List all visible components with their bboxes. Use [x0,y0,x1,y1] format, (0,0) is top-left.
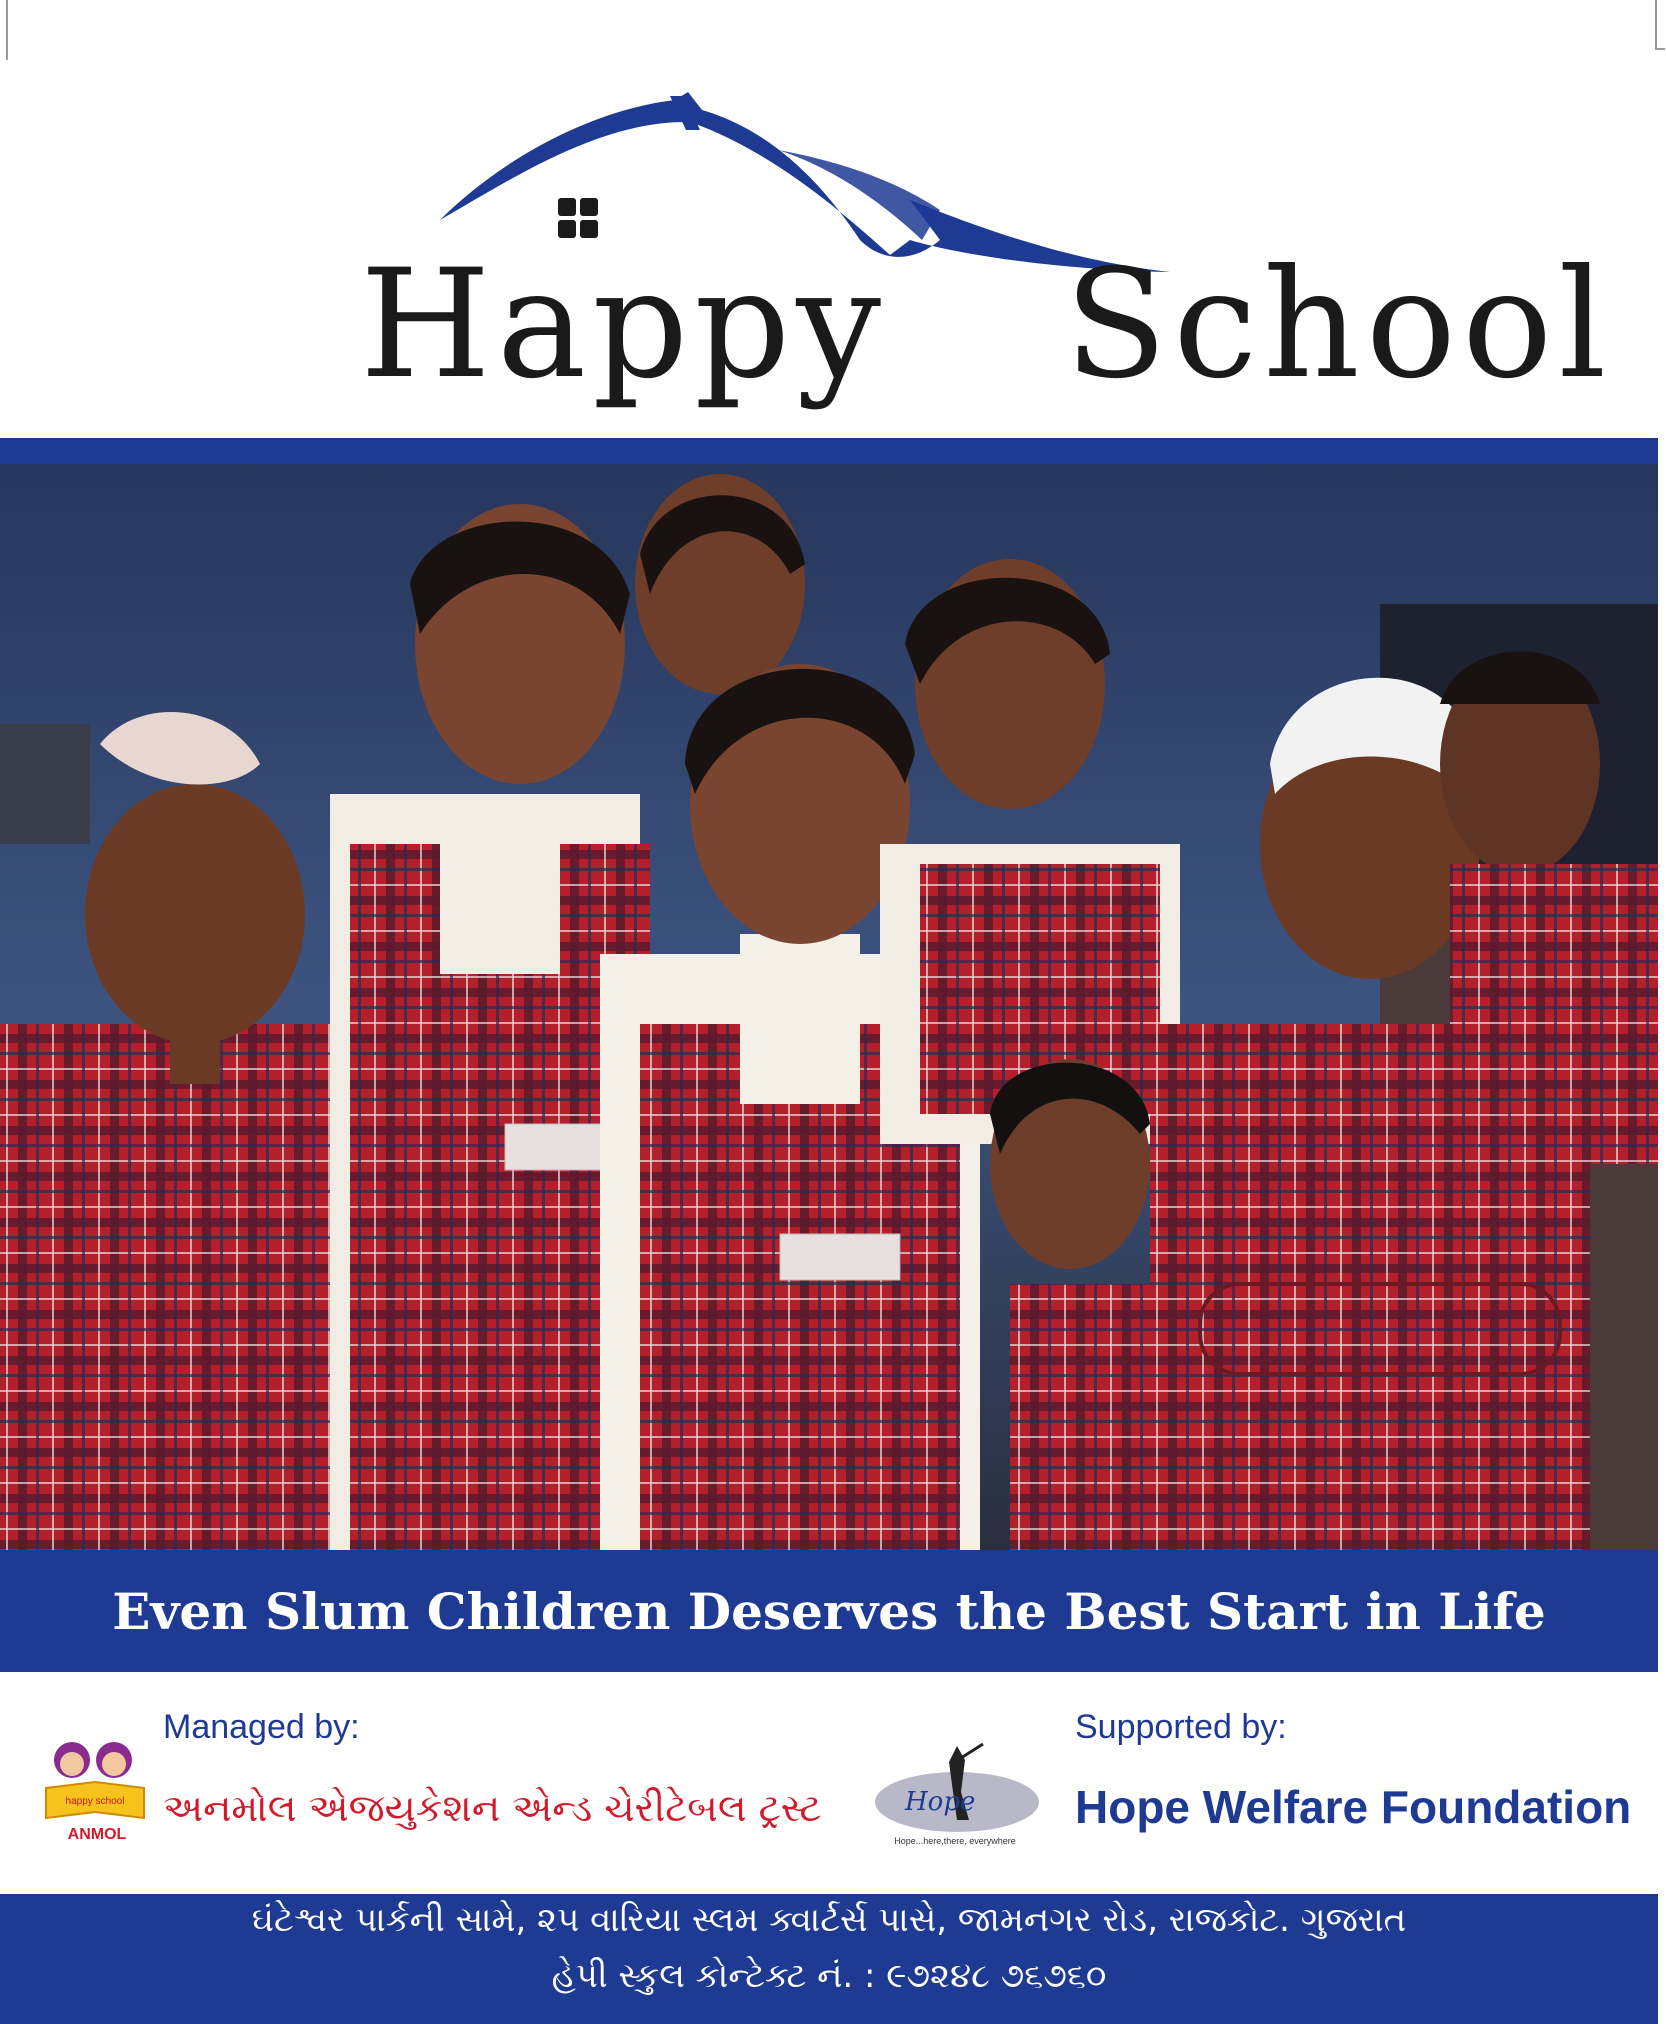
tagline-banner [0,1550,1658,1672]
child-figure [635,474,805,694]
hope-logo-tagline: Hope...here,there, everywhere [894,1836,1016,1846]
crop-mark-left [6,0,8,60]
crop-mark-right-tick [1655,48,1665,50]
photo-top-band [0,438,1658,464]
crop-mark-right [1655,0,1657,50]
anmol-logo-caption: ANMOL [67,1826,127,1843]
window-icon [558,198,598,238]
logo-word-happy: Happy [360,238,888,412]
svg-text:happy school: happy school [65,1796,125,1807]
address-line: ઘંટેશ્વર પાર્કની સામે, ૨૫ વારિયા સ્લમ ક્વાર્ટર્સ પાસે, જામનગર રોડ, રાજકોટ. ગુજરાત [251,1900,1407,1940]
hope-logo-text: Hope [905,1787,976,1817]
contact-number-line: હેપી સ્કુલ કોન્ટેક્ટ નં. : ૯૭૨૪૮ ૭૬૭૬૦ [551,1956,1107,1996]
supported-by-label: Supported by: [1075,1708,1287,1746]
logo-wordmark [360,238,1613,412]
logo-word-school: School [1064,238,1613,412]
managed-by-label: Managed by: [163,1708,360,1746]
managing-trust-name: અનમોલ એજયુકેશન એન્ડ ચેરીટેબલ ટ્રસ્ટ [163,1786,822,1830]
tagline-text: Even Slum Children Deserves the Best Start in Life [112,1581,1546,1641]
hope-foundation-logo-icon [865,1740,1045,1850]
children-photo [0,464,1658,1550]
supporting-foundation-name: Hope Welfare Foundation [1075,1781,1632,1833]
